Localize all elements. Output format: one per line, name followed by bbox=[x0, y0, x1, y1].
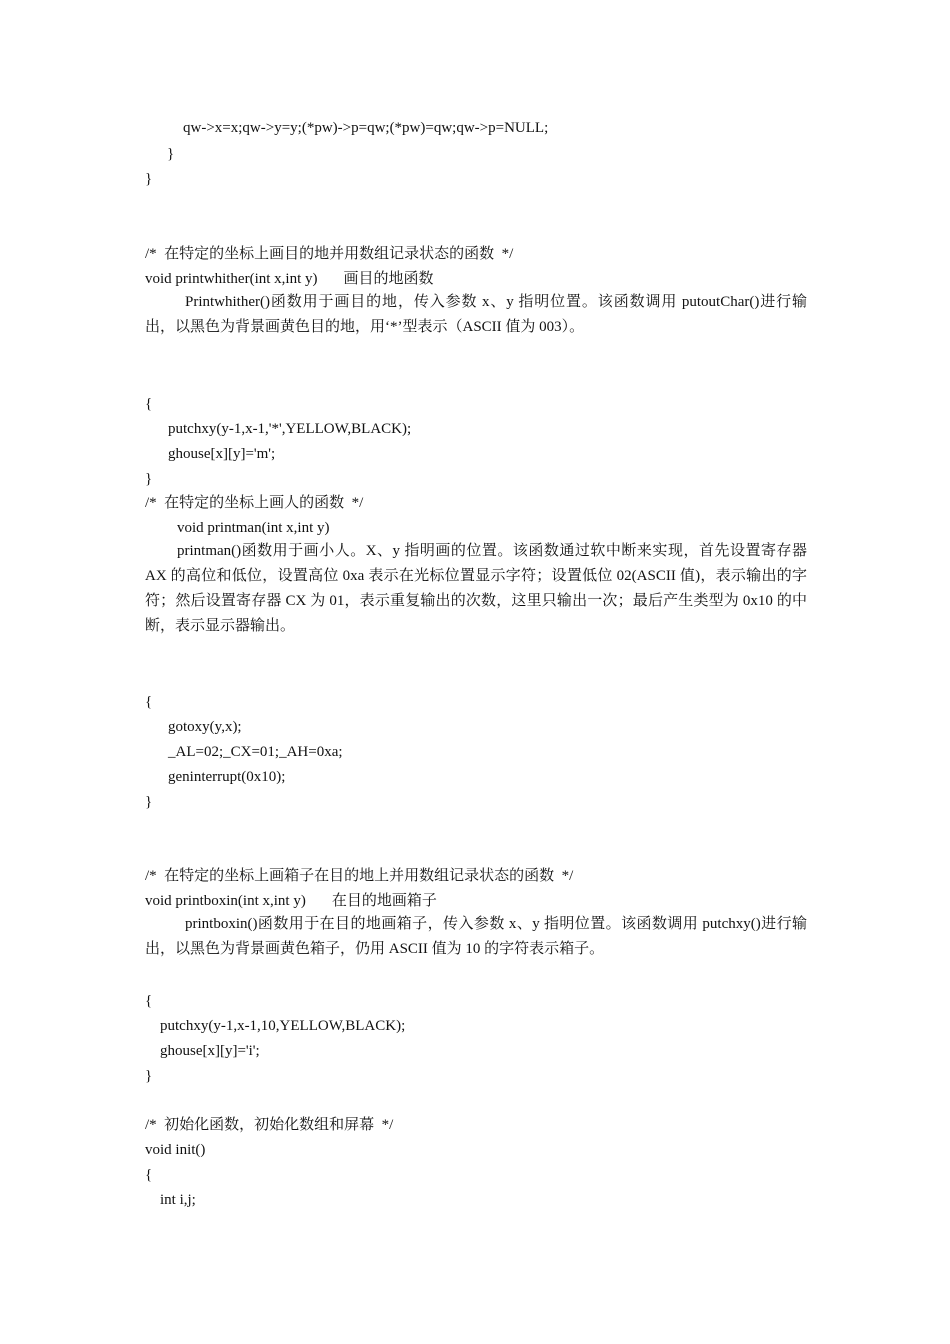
code-text: void printwhither(int x,int y) bbox=[145, 271, 318, 287]
code-line: ghouse[x][y]='i'; bbox=[160, 1043, 260, 1059]
code-comment: /* 在特定的坐标上画箱子在目的地上并用数组记录状态的函数 */ bbox=[145, 868, 574, 884]
code-line: { bbox=[145, 993, 153, 1009]
function-signature: void printman(int x,int y) bbox=[177, 520, 330, 536]
code-line: int i,j; bbox=[160, 1192, 196, 1208]
code-line: _AL=02;_CX=01;_AH=0xa; bbox=[168, 744, 343, 760]
code-line: putchxy(y-1,x-1,10,YELLOW,BLACK); bbox=[160, 1018, 406, 1034]
code-line: { bbox=[145, 1167, 153, 1183]
code-comment: /* 初始化函数，初始化数组和屏幕 */ bbox=[145, 1117, 394, 1133]
code-line: gotoxy(y,x); bbox=[168, 719, 242, 735]
code-line: } bbox=[145, 794, 153, 810]
description-paragraph: printboxin()函数用于在目的地画箱子，传入参数 x、y 指明位置。该函数调用 putchxy()进行输出，以黑色为背景画黄色箱子，仍用 ASCII 值为 10 的字符表示箱子。 bbox=[145, 916, 807, 957]
code-line: ghouse[x][y]='m'; bbox=[168, 446, 276, 462]
description-paragraph: printman()函数用于画小人。X、y 指明画的位置。该函数通过软中断来实现，首先设置寄存器 AX 的高位和低位，设置高位 0xa 表示在光标位置显示字符；设置低位 02(ASCII 值)，表示输出的字符；然后设置寄存器 CX 为 01，表示重复输出的次数，这里只输出一次；最后产生类型为 0x10 的中断，表示显示器输出。 bbox=[145, 543, 807, 634]
code-line: geninterrupt(0x10); bbox=[168, 769, 286, 785]
code-line: qw->x=x;qw->y=y;(*pw)->p=qw;(*pw)=qw;qw->p=NULL; bbox=[183, 120, 549, 136]
function-signature: void init() bbox=[145, 1142, 206, 1158]
code-line: } bbox=[145, 1068, 153, 1084]
code-line: { bbox=[145, 396, 153, 412]
function-caption: 画目的地函数 bbox=[343, 271, 434, 287]
function-caption: 在目的地画箱子 bbox=[331, 893, 437, 909]
code-comment: /* 在特定的坐标上画人的函数 */ bbox=[145, 495, 364, 511]
code-line: } bbox=[167, 146, 175, 162]
code-line: } bbox=[145, 171, 153, 187]
code-text: void printboxin(int x,int y) bbox=[145, 893, 306, 909]
function-signature bbox=[145, 269, 434, 289]
code-line: putchxy(y-1,x-1,'*',YELLOW,BLACK); bbox=[168, 421, 412, 437]
code-line: } bbox=[145, 471, 153, 487]
description-paragraph: Printwhither()函数用于画目的地，传入参数 x、y 指明位置。该函数调用 putoutChar()进行输出，以黑色为背景画黄色目的地，用‘*’型表示（ASCII 值为 003）。 bbox=[145, 294, 807, 335]
code-line: { bbox=[145, 694, 153, 710]
code-comment: /* 在特定的坐标上画目的地并用数组记录状态的函数 */ bbox=[145, 246, 514, 262]
function-signature bbox=[145, 891, 437, 911]
